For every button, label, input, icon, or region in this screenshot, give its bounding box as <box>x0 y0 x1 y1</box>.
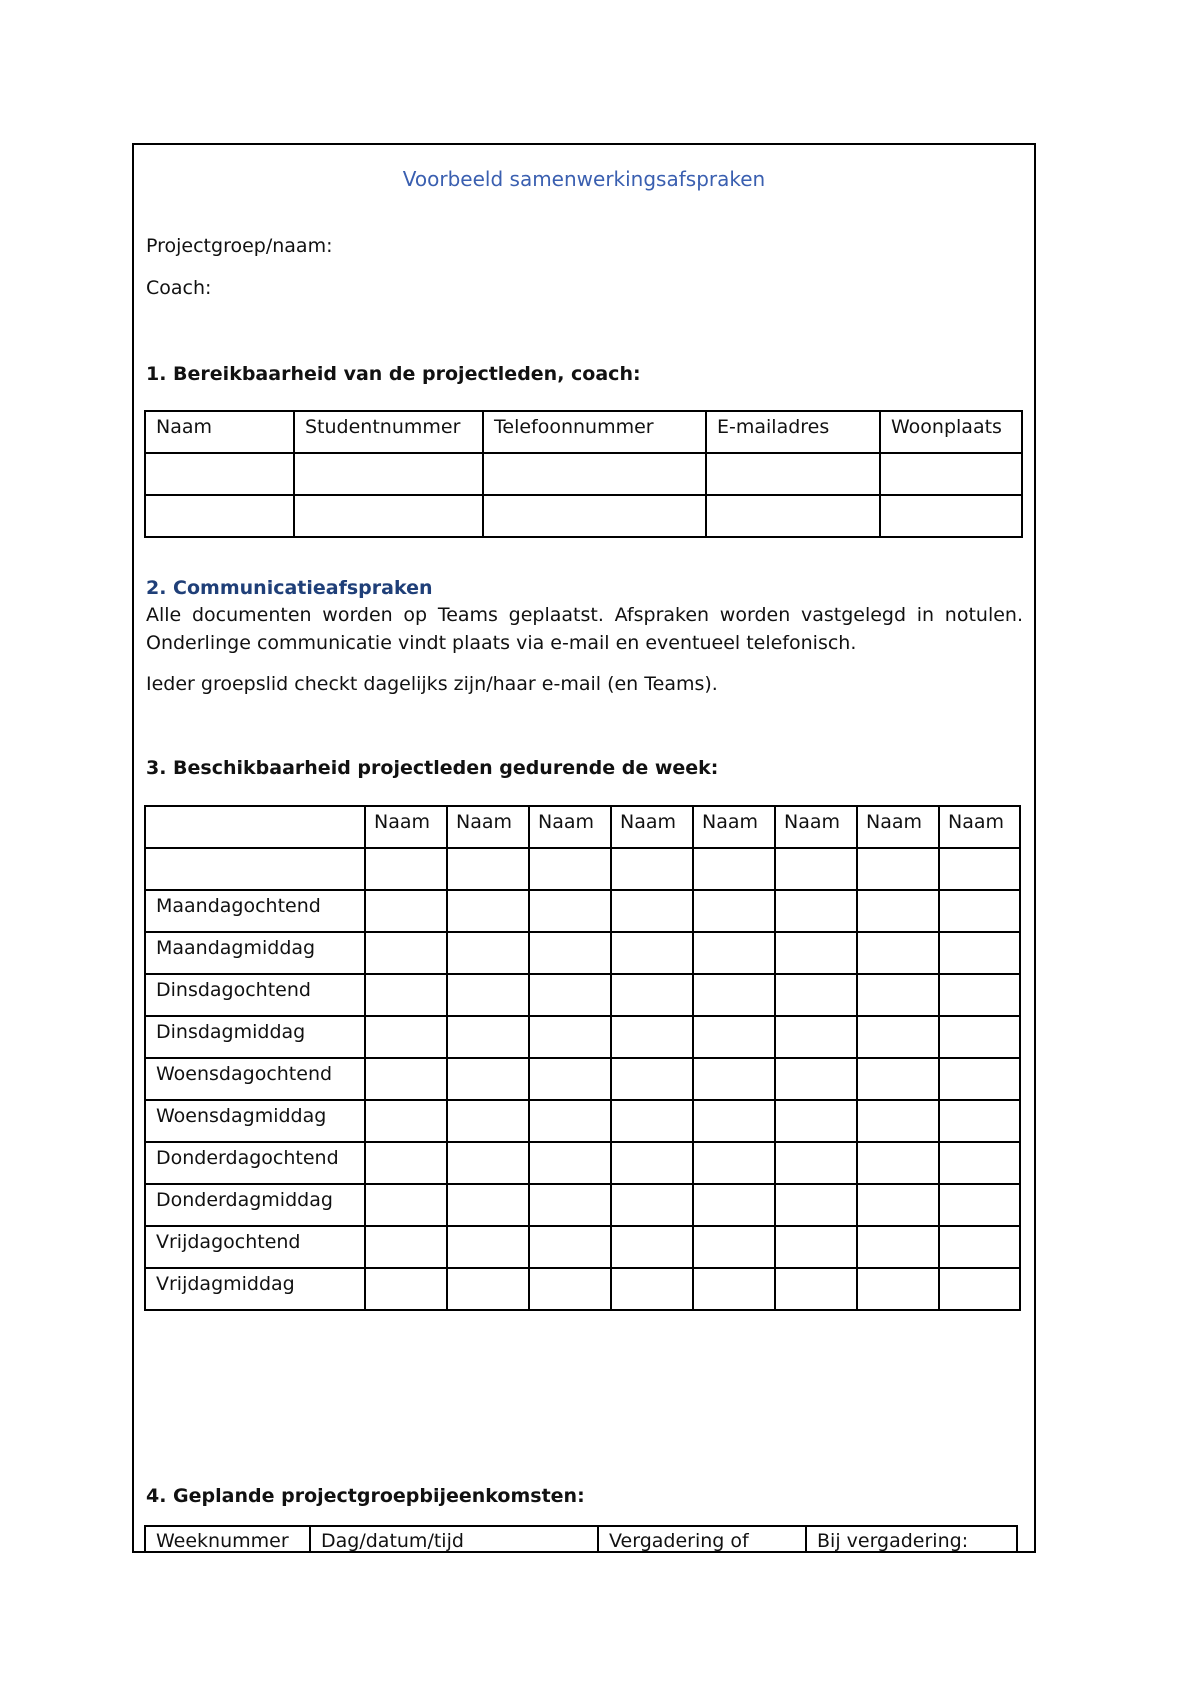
day-part-label: Donderdagmiddag <box>145 1184 365 1226</box>
name-header-cell: Naam <box>611 806 693 848</box>
table-row <box>145 932 1020 974</box>
availability-cell[interactable] <box>529 1142 611 1184</box>
availability-cell[interactable] <box>447 1100 529 1142</box>
availability-cell[interactable] <box>447 1058 529 1100</box>
day-part-label: Dinsdagmiddag <box>145 1016 365 1058</box>
header-cell: E-mailadres <box>706 411 880 453</box>
day-part-label: Donderdagochtend <box>145 1142 365 1184</box>
section-2-heading: 2. Communicatieafspraken <box>146 577 433 599</box>
availability-cell[interactable] <box>447 1142 529 1184</box>
availability-cell[interactable] <box>693 974 775 1016</box>
availability-cell[interactable] <box>775 1016 857 1058</box>
availability-cell[interactable] <box>857 1226 939 1268</box>
availability-cell[interactable] <box>857 890 939 932</box>
name-header-cell: Naam <box>775 806 857 848</box>
header-cell: Woonplaats <box>880 411 1022 453</box>
availability-cell[interactable] <box>775 890 857 932</box>
section-1-heading: 1. Bereikbaarheid van de projectleden, coach: <box>146 363 641 385</box>
day-part-label: Dinsdagochtend <box>145 974 365 1016</box>
availability-cell[interactable] <box>365 1100 447 1142</box>
availability-cell[interactable] <box>529 1184 611 1226</box>
availability-cell[interactable] <box>857 1016 939 1058</box>
table-header-row <box>145 411 1022 453</box>
day-part-label: Woensdagochtend <box>145 1058 365 1100</box>
availability-cell[interactable] <box>365 1058 447 1100</box>
coach-label: Coach: <box>146 277 212 299</box>
availability-cell[interactable] <box>447 1016 529 1058</box>
day-part-label: Maandagmiddag <box>145 932 365 974</box>
table-cell[interactable] <box>483 495 706 537</box>
availability-cell[interactable] <box>365 932 447 974</box>
name-header-cell: Naam <box>447 806 529 848</box>
availability-cell[interactable] <box>529 974 611 1016</box>
header-cell: Dag/datum/tijd <box>310 1526 598 1553</box>
availability-cell[interactable] <box>939 1184 1020 1226</box>
availability-cell[interactable] <box>611 932 693 974</box>
email-check-paragraph: Ieder groepslid checkt dagelijks zijn/haar e-mail (en Teams). <box>146 673 718 695</box>
availability-cell[interactable] <box>693 1226 775 1268</box>
section-4-heading: 4. Geplande projectgroepbijeenkomsten: <box>146 1485 585 1507</box>
availability-cell[interactable] <box>775 1268 857 1310</box>
table-cell[interactable] <box>483 453 706 495</box>
availability-cell[interactable] <box>857 974 939 1016</box>
header-cell: Vergadering of <box>598 1526 806 1553</box>
meetings-table <box>144 1525 1018 1553</box>
availability-cell[interactable] <box>365 890 447 932</box>
availability-cell[interactable] <box>365 1016 447 1058</box>
projectgroep-label: Projectgroep/naam: <box>146 235 333 257</box>
communication-paragraph: Alle documenten worden op Teams geplaatst. Afspraken worden vastgelegd in notulen. Onderlinge communicatie vindt plaats via e-mail en eventueel telefonisch. <box>146 604 1023 654</box>
availability-cell[interactable] <box>775 974 857 1016</box>
table-cell[interactable] <box>529 848 611 890</box>
availability-cell[interactable] <box>693 890 775 932</box>
availability-cell[interactable] <box>611 1268 693 1310</box>
availability-cell[interactable] <box>611 1016 693 1058</box>
header-cell: Bij vergadering: <box>806 1526 1017 1553</box>
availability-cell[interactable] <box>693 1184 775 1226</box>
table-cell[interactable] <box>145 495 294 537</box>
table-cell[interactable] <box>880 453 1022 495</box>
availability-cell[interactable] <box>611 890 693 932</box>
table-cell[interactable] <box>706 495 880 537</box>
table-cell[interactable] <box>939 848 1020 890</box>
availability-cell[interactable] <box>939 1100 1020 1142</box>
name-header-cell: Naam <box>857 806 939 848</box>
table-cell[interactable] <box>611 848 693 890</box>
availability-cell[interactable] <box>775 932 857 974</box>
availability-cell[interactable] <box>939 1268 1020 1310</box>
header-cell: Telefoonnummer <box>483 411 706 453</box>
availability-cell[interactable] <box>447 890 529 932</box>
day-part-label: Vrijdagmiddag <box>145 1268 365 1310</box>
availability-cell[interactable] <box>693 932 775 974</box>
availability-cell[interactable] <box>365 1184 447 1226</box>
table-cell[interactable] <box>857 848 939 890</box>
table-row <box>145 1016 1020 1058</box>
header-cell: Studentnummer <box>294 411 483 453</box>
section-3-heading: 3. Beschikbaarheid projectleden gedurende de week: <box>146 757 719 779</box>
availability-cell[interactable] <box>529 1058 611 1100</box>
availability-cell[interactable] <box>611 1058 693 1100</box>
availability-cell[interactable] <box>939 890 1020 932</box>
table-cell[interactable] <box>365 848 447 890</box>
availability-cell[interactable] <box>939 1142 1020 1184</box>
table-cell[interactable] <box>145 848 365 890</box>
table-row <box>145 453 1022 495</box>
table-row <box>145 890 1020 932</box>
availability-cell[interactable] <box>529 1100 611 1142</box>
availability-cell[interactable] <box>693 1100 775 1142</box>
availability-cell[interactable] <box>611 1100 693 1142</box>
availability-cell[interactable] <box>365 974 447 1016</box>
name-header-cell: Naam <box>939 806 1020 848</box>
availability-cell[interactable] <box>939 1058 1020 1100</box>
table-cell[interactable] <box>880 495 1022 537</box>
availability-table <box>144 805 1021 1311</box>
table-row <box>145 1100 1020 1142</box>
table-cell[interactable] <box>706 453 880 495</box>
availability-cell[interactable] <box>611 974 693 1016</box>
availability-cell[interactable] <box>775 1226 857 1268</box>
table-row <box>145 974 1020 1016</box>
availability-cell[interactable] <box>611 1226 693 1268</box>
table-header-row <box>145 806 1020 848</box>
availability-cell[interactable] <box>693 1268 775 1310</box>
availability-cell[interactable] <box>775 1058 857 1100</box>
table-cell[interactable] <box>294 495 483 537</box>
availability-cell[interactable] <box>447 974 529 1016</box>
availability-cell[interactable] <box>857 1184 939 1226</box>
availability-cell[interactable] <box>365 1268 447 1310</box>
availability-cell[interactable] <box>447 1268 529 1310</box>
table-cell[interactable] <box>294 453 483 495</box>
name-header-cell: Naam <box>365 806 447 848</box>
corner-cell <box>145 806 365 848</box>
table-row <box>145 1142 1020 1184</box>
table-header-row <box>145 1526 1017 1553</box>
availability-cell[interactable] <box>611 1184 693 1226</box>
availability-cell[interactable] <box>529 1016 611 1058</box>
table-cell[interactable] <box>693 848 775 890</box>
table-row <box>145 848 1020 890</box>
availability-cell[interactable] <box>611 1142 693 1184</box>
availability-cell[interactable] <box>529 1268 611 1310</box>
header-cell: Weeknummer <box>145 1526 310 1553</box>
table-row <box>145 495 1022 537</box>
contact-table <box>144 410 1023 538</box>
availability-cell[interactable] <box>939 974 1020 1016</box>
day-part-label: Vrijdagochtend <box>145 1226 365 1268</box>
availability-cell[interactable] <box>529 890 611 932</box>
header-cell: Naam <box>145 411 294 453</box>
availability-cell[interactable] <box>857 1142 939 1184</box>
availability-cell[interactable] <box>447 1184 529 1226</box>
document-title: Voorbeeld samenwerkingsafspraken <box>402 167 766 191</box>
availability-cell[interactable] <box>447 1226 529 1268</box>
availability-cell[interactable] <box>693 1142 775 1184</box>
availability-cell[interactable] <box>857 1100 939 1142</box>
table-cell[interactable] <box>775 848 857 890</box>
availability-cell[interactable] <box>857 932 939 974</box>
name-header-cell: Naam <box>529 806 611 848</box>
availability-cell[interactable] <box>693 1058 775 1100</box>
name-header-cell: Naam <box>693 806 775 848</box>
table-cell[interactable] <box>447 848 529 890</box>
table-row <box>145 1058 1020 1100</box>
day-part-label: Woensdagmiddag <box>145 1100 365 1142</box>
table-row <box>145 1268 1020 1310</box>
availability-cell[interactable] <box>775 1100 857 1142</box>
availability-cell[interactable] <box>939 1226 1020 1268</box>
document-page <box>132 143 1036 1553</box>
availability-cell[interactable] <box>529 932 611 974</box>
availability-cell[interactable] <box>775 1142 857 1184</box>
availability-cell[interactable] <box>775 1184 857 1226</box>
availability-cell[interactable] <box>857 1268 939 1310</box>
availability-cell[interactable] <box>447 932 529 974</box>
availability-cell[interactable] <box>939 932 1020 974</box>
availability-cell[interactable] <box>693 1016 775 1058</box>
availability-cell[interactable] <box>365 1226 447 1268</box>
table-row <box>145 1184 1020 1226</box>
day-part-label: Maandagochtend <box>145 890 365 932</box>
availability-cell[interactable] <box>529 1226 611 1268</box>
availability-cell[interactable] <box>365 1142 447 1184</box>
availability-cell[interactable] <box>857 1058 939 1100</box>
availability-cell[interactable] <box>939 1016 1020 1058</box>
table-row <box>145 1226 1020 1268</box>
table-cell[interactable] <box>145 453 294 495</box>
